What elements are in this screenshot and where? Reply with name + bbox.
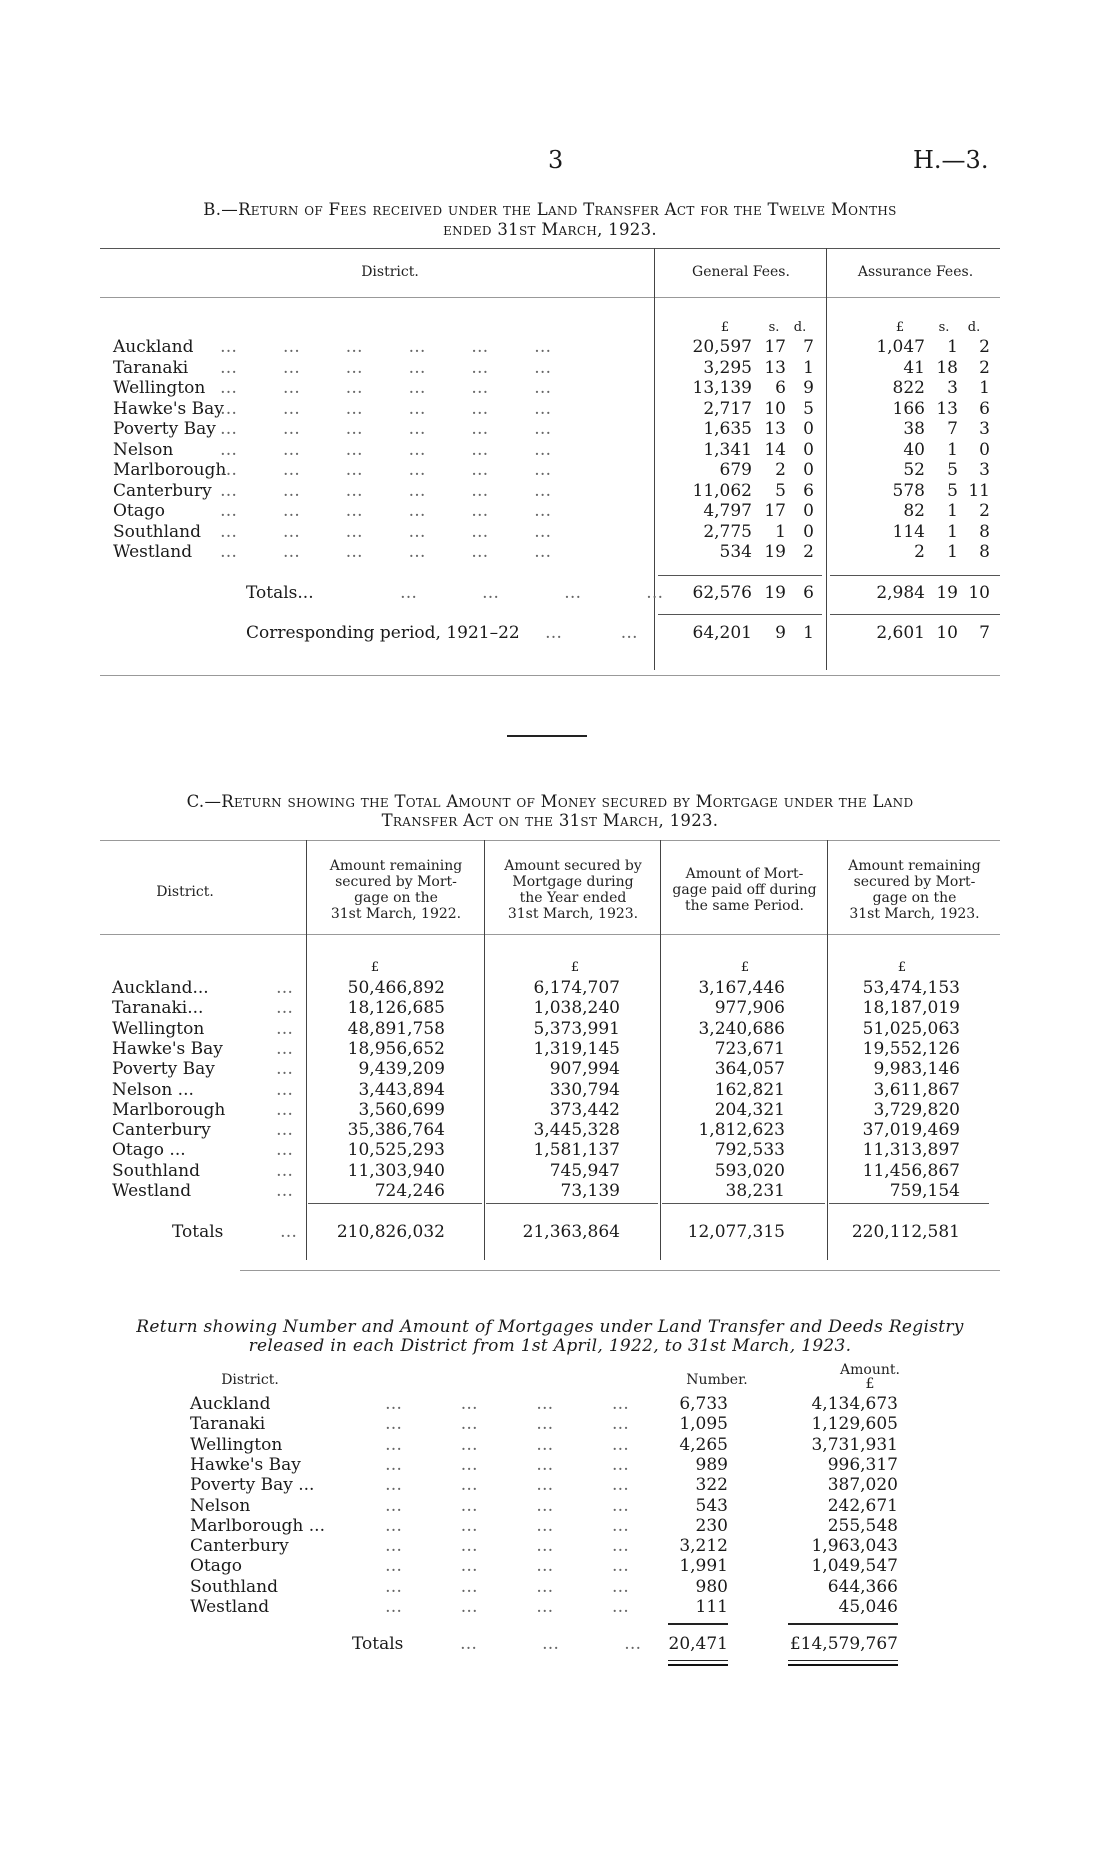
leader-dots: … … bbox=[545, 623, 639, 643]
amount-1923: 37,019,469 bbox=[862, 1120, 960, 1141]
district-name: Nelson ... bbox=[112, 1079, 194, 1100]
unit-shilling: s. bbox=[768, 320, 780, 335]
district-name: Westland bbox=[112, 1181, 192, 1201]
assurance-fees-pounds: 52 bbox=[903, 460, 925, 480]
number-double-rule-top bbox=[668, 1660, 728, 1661]
assurance-fees-pounds: 114 bbox=[892, 521, 925, 542]
assurance-fees-pence: 3 bbox=[979, 460, 990, 480]
section-d-header-district: District. bbox=[221, 1372, 279, 1388]
assurance-fees-shillings: 7 bbox=[947, 419, 958, 439]
district-name: Hawke's Bay bbox=[112, 1038, 223, 1059]
leader-dots: … … … … … … bbox=[220, 439, 553, 460]
amount-total: £14,579,767 bbox=[789, 1634, 898, 1654]
assurance-fees-shillings: 5 bbox=[947, 460, 958, 480]
assurance-totals-rule bbox=[830, 575, 1000, 576]
leader-dots: … bbox=[276, 1018, 294, 1039]
district-name: Canterbury bbox=[190, 1536, 289, 1557]
header-line: gage on the bbox=[872, 890, 957, 906]
general-fees-pounds: 20,597 bbox=[692, 337, 752, 357]
district-name: Hawke's Bay bbox=[113, 398, 224, 419]
general-fees-pounds: 679 bbox=[719, 460, 752, 480]
leader-dots: … … … bbox=[460, 1634, 643, 1654]
section-b-bottom-rule bbox=[100, 675, 1000, 676]
assurance-fees-pounds: 38 bbox=[903, 419, 925, 439]
district-name: Southland bbox=[112, 1160, 201, 1181]
general-fees-pence: 9 bbox=[803, 378, 814, 398]
general-fees-shillings: 13 bbox=[764, 357, 786, 378]
district-name: Wellington bbox=[112, 1018, 205, 1039]
leader-dots: … … … … bbox=[385, 1394, 630, 1414]
amount-paid-off: 204,321 bbox=[714, 1099, 785, 1120]
leader-dots: … bbox=[276, 998, 294, 1019]
document-reference: H.—3. bbox=[913, 146, 989, 174]
amount-secured-year: 73,139 bbox=[560, 1181, 620, 1201]
c3-total: 12,077,315 bbox=[687, 1222, 785, 1242]
district-name: Poverty Bay bbox=[112, 1059, 215, 1080]
assurance-fees-pence: 2 bbox=[979, 501, 990, 521]
unit-pound: £ bbox=[370, 960, 380, 975]
leader-dots: … … … … … … bbox=[220, 398, 553, 419]
general-fees-pounds: 3,295 bbox=[703, 357, 752, 378]
leader-dots: … … … … … … bbox=[220, 501, 553, 521]
assurance-fees-shillings: 5 bbox=[947, 480, 958, 501]
general-fees-shillings: 1 bbox=[775, 521, 786, 542]
leader-dots: … bbox=[276, 1140, 294, 1161]
district-name: Otago bbox=[190, 1556, 243, 1577]
district-name: Marlborough bbox=[112, 1099, 226, 1120]
general-previous-pounds: 64,201 bbox=[692, 623, 752, 643]
mortgage-amount: 644,366 bbox=[827, 1576, 898, 1597]
header-line: Amount secured by bbox=[504, 858, 642, 874]
leader-dots: … … … … bbox=[385, 1475, 630, 1496]
header-line: 31st March, 1922. bbox=[330, 906, 462, 922]
mortgage-amount: 255,548 bbox=[827, 1515, 898, 1536]
assurance-previous-pence: 7 bbox=[979, 623, 990, 643]
general-fees-pence: 0 bbox=[803, 460, 814, 480]
general-fees-pence: 0 bbox=[803, 419, 814, 439]
district-name: Southland bbox=[190, 1576, 279, 1597]
leader-dots: … … … … … … bbox=[220, 378, 553, 398]
section-d-title-line1: Return showing Number and Amount of Mortgages under Land Transfer and Deeds Registry bbox=[136, 1317, 964, 1337]
amount-paid-off: 593,020 bbox=[714, 1160, 785, 1181]
page-number: 3 bbox=[548, 146, 564, 174]
leader-dots: … bbox=[276, 1079, 294, 1100]
header-line: Mortgage during bbox=[512, 874, 634, 890]
section-b-title-line1: B.—Return of Fees received under the Land Transfer Act for the Twelve Months bbox=[203, 200, 897, 219]
general-fees-shillings: 5 bbox=[775, 480, 786, 501]
section-d-header-number: Number. bbox=[686, 1372, 748, 1388]
unit-pound: £ bbox=[895, 320, 905, 335]
general-fees-shillings: 6 bbox=[775, 378, 786, 398]
mortgage-amount: 1,049,547 bbox=[811, 1556, 898, 1577]
amount-paid-off: 977,906 bbox=[714, 998, 785, 1019]
amount-1922: 9,439,209 bbox=[358, 1059, 445, 1080]
leader-dots: … bbox=[276, 978, 294, 998]
general-total-pounds: 62,576 bbox=[692, 583, 752, 603]
unit-pound: £ bbox=[720, 320, 730, 335]
section-b-totals-label: Totals... bbox=[246, 583, 314, 603]
amount-paid-off: 1,812,623 bbox=[698, 1120, 785, 1141]
header-line: the Year ended bbox=[519, 890, 627, 906]
amount-1922: 10,525,293 bbox=[347, 1140, 445, 1161]
district-name: Taranaki bbox=[113, 357, 189, 378]
assurance-fees-pence: 6 bbox=[979, 398, 990, 419]
district-name: Nelson bbox=[113, 439, 174, 460]
general-fees-pence: 7 bbox=[803, 337, 814, 357]
previous-period-label: Corresponding period, 1921–22 bbox=[246, 623, 520, 643]
assurance-fees-shillings: 1 bbox=[947, 542, 958, 562]
amount-double-rule-bottom bbox=[788, 1664, 898, 1666]
amount-secured-year: 3,445,328 bbox=[533, 1120, 620, 1141]
section-b-divider-1 bbox=[654, 248, 655, 670]
amount-secured-year: 745,947 bbox=[549, 1160, 620, 1181]
leader-dots: … … … … bbox=[385, 1536, 630, 1557]
unit-shilling: s. bbox=[938, 320, 950, 335]
general-fees-pounds: 13,139 bbox=[692, 378, 752, 398]
assurance-fees-shillings: 18 bbox=[936, 357, 958, 378]
assurance-fees-pounds: 1,047 bbox=[876, 337, 925, 357]
leader-dots: … … … … bbox=[385, 1495, 630, 1516]
header-line: secured by Mort- bbox=[853, 874, 976, 890]
amount-double-rule-top bbox=[788, 1660, 898, 1661]
general-previous-shillings: 9 bbox=[775, 623, 786, 643]
c4-totals-rule bbox=[829, 1203, 989, 1204]
leader-dots: … … … … … … bbox=[220, 542, 553, 562]
amount-1923: 3,611,867 bbox=[873, 1079, 960, 1100]
assurance-fees-pence: 2 bbox=[979, 357, 990, 378]
general-fees-pounds: 2,775 bbox=[703, 521, 752, 542]
general-fees-pounds: 1,341 bbox=[703, 439, 752, 460]
leader-dots: … … … … bbox=[385, 1597, 630, 1617]
section-b-divider-2 bbox=[826, 248, 827, 670]
header-line: the same Period. bbox=[684, 898, 804, 914]
general-fees-pence: 2 bbox=[803, 542, 814, 562]
amount-totals-rule bbox=[788, 1623, 898, 1625]
mortgage-count: 230 bbox=[695, 1515, 728, 1536]
assurance-fees-shillings: 1 bbox=[947, 337, 958, 357]
general-fees-pence: 0 bbox=[803, 439, 814, 460]
district-name: Wellington bbox=[190, 1434, 283, 1455]
section-c-totals-label: Totals bbox=[172, 1222, 224, 1242]
unit-pence: d. bbox=[967, 320, 981, 335]
leader-dots: … … … … bbox=[400, 583, 665, 603]
amount-1922: 18,956,652 bbox=[347, 1038, 445, 1059]
amount-secured-year: 1,038,240 bbox=[533, 998, 620, 1019]
section-b-header-assurance-fees: Assurance Fees. bbox=[857, 264, 974, 280]
assurance-fees-shillings: 3 bbox=[947, 378, 958, 398]
section-c-divider-2 bbox=[484, 840, 485, 1260]
district-name: Poverty Bay ... bbox=[190, 1475, 315, 1496]
amount-1922: 3,443,894 bbox=[358, 1079, 445, 1100]
district-name: Taranaki... bbox=[112, 998, 204, 1019]
leader-dots: … bbox=[276, 1099, 294, 1120]
leader-dots: … … … … … … bbox=[220, 337, 553, 357]
assurance-fees-pence: 11 bbox=[968, 480, 990, 501]
general-fees-shillings: 10 bbox=[764, 398, 786, 419]
amount-paid-off: 38,231 bbox=[725, 1181, 785, 1201]
amount-1923: 11,456,867 bbox=[862, 1160, 960, 1181]
district-name: Canterbury bbox=[112, 1120, 211, 1141]
general-fees-shillings: 2 bbox=[775, 460, 786, 480]
section-separator bbox=[507, 735, 587, 737]
district-name: Auckland bbox=[113, 337, 194, 357]
assurance-previous-rule bbox=[830, 614, 1000, 615]
mortgage-amount: 4,134,673 bbox=[811, 1394, 898, 1414]
amount-1923: 11,313,897 bbox=[862, 1140, 960, 1161]
leader-dots: … … … … bbox=[385, 1434, 630, 1455]
mortgage-amount: 1,129,605 bbox=[811, 1414, 898, 1435]
district-name: Auckland... bbox=[112, 978, 209, 998]
section-c-top-rule bbox=[100, 840, 1000, 841]
district-name: Nelson bbox=[190, 1495, 251, 1516]
amount-secured-year: 373,442 bbox=[549, 1099, 620, 1120]
unit-pound: £ bbox=[740, 960, 750, 975]
assurance-fees-pence: 2 bbox=[979, 337, 990, 357]
general-fees-pounds: 2,717 bbox=[703, 398, 752, 419]
leader-dots: … bbox=[276, 1160, 294, 1181]
leader-dots: … bbox=[276, 1181, 294, 1201]
assurance-fees-pounds: 2 bbox=[914, 542, 925, 562]
amount-secured-year: 6,174,707 bbox=[533, 978, 620, 998]
leader-dots: … … … … … … bbox=[220, 419, 553, 439]
amount-secured-year: 1,581,137 bbox=[533, 1140, 620, 1161]
assurance-fees-shillings: 1 bbox=[947, 439, 958, 460]
amount-1922: 3,560,699 bbox=[358, 1099, 445, 1120]
unit-pound: £ bbox=[897, 960, 907, 975]
amount-paid-off: 162,821 bbox=[714, 1079, 785, 1100]
assurance-fees-shillings: 1 bbox=[947, 501, 958, 521]
mortgage-count: 322 bbox=[695, 1475, 728, 1496]
general-fees-pence: 6 bbox=[803, 480, 814, 501]
assurance-total-pence: 10 bbox=[968, 583, 990, 603]
district-name: Wellington bbox=[113, 378, 206, 398]
leader-dots: … … … … bbox=[385, 1454, 630, 1475]
mortgage-count: 543 bbox=[695, 1495, 728, 1516]
assurance-fees-pounds: 822 bbox=[892, 378, 925, 398]
mortgage-count: 980 bbox=[695, 1576, 728, 1597]
unit-pound: £ bbox=[570, 960, 580, 975]
assurance-fees-pence: 3 bbox=[979, 419, 990, 439]
district-name: Poverty Bay bbox=[113, 419, 216, 439]
mortgage-count: 3,212 bbox=[679, 1536, 728, 1557]
section-c-header-col2 bbox=[486, 858, 660, 922]
district-name: Taranaki bbox=[190, 1414, 266, 1435]
assurance-previous-shillings: 10 bbox=[936, 623, 958, 643]
assurance-fees-pounds: 41 bbox=[903, 357, 925, 378]
section-d-header-amount: Amount. bbox=[840, 1362, 900, 1378]
section-d-title-line2: released in each District from 1st April, 1922, to 31st March, 1923. bbox=[248, 1336, 852, 1356]
general-fees-shillings: 14 bbox=[764, 439, 786, 460]
amount-secured-year: 1,319,145 bbox=[533, 1038, 620, 1059]
amount-1923: 53,474,153 bbox=[862, 978, 960, 998]
mortgage-count: 1,095 bbox=[679, 1414, 728, 1435]
general-fees-pounds: 1,635 bbox=[703, 419, 752, 439]
leader-dots: … bbox=[280, 1222, 298, 1242]
leader-dots: … … … … bbox=[385, 1515, 630, 1536]
mortgage-amount: 996,317 bbox=[827, 1454, 898, 1475]
mortgage-amount: 1,963,043 bbox=[811, 1536, 898, 1557]
general-previous-pence: 1 bbox=[803, 623, 814, 643]
unit-pound: £ bbox=[865, 1376, 875, 1392]
mortgage-count: 4,265 bbox=[679, 1434, 728, 1455]
district-name: Marlborough bbox=[113, 460, 227, 480]
amount-1922: 50,466,892 bbox=[347, 978, 445, 998]
leader-dots: … … … … … … bbox=[220, 480, 553, 501]
general-fees-pounds: 11,062 bbox=[692, 480, 752, 501]
section-c-divider-4 bbox=[827, 840, 828, 1260]
district-name: Otago ... bbox=[112, 1140, 186, 1161]
mortgage-amount: 387,020 bbox=[827, 1475, 898, 1496]
section-c-header-district: District. bbox=[156, 884, 214, 900]
district-name: Hawke's Bay bbox=[190, 1454, 301, 1475]
general-fees-pence: 5 bbox=[803, 398, 814, 419]
amount-paid-off: 3,167,446 bbox=[698, 978, 785, 998]
number-totals-rule bbox=[668, 1623, 728, 1625]
mortgage-count: 1,991 bbox=[679, 1556, 728, 1577]
header-line: Amount remaining bbox=[848, 858, 981, 874]
amount-paid-off: 3,240,686 bbox=[698, 1018, 785, 1039]
district-name: Marlborough ... bbox=[190, 1515, 325, 1536]
general-total-pence: 6 bbox=[803, 583, 814, 603]
leader-dots: … bbox=[276, 1038, 294, 1059]
general-fees-pence: 0 bbox=[803, 521, 814, 542]
header-line: gage paid off during bbox=[672, 882, 817, 898]
district-name: Otago bbox=[113, 501, 166, 521]
header-line: gage on the bbox=[354, 890, 438, 906]
section-c-header-col1 bbox=[308, 858, 484, 922]
c1-totals-rule bbox=[308, 1203, 482, 1204]
general-totals-rule bbox=[658, 575, 822, 576]
section-c-header-col3 bbox=[662, 866, 827, 914]
c3-totals-rule bbox=[662, 1203, 825, 1204]
mortgage-count: 6,733 bbox=[679, 1394, 728, 1414]
amount-1923: 18,187,019 bbox=[862, 998, 960, 1019]
general-previous-rule bbox=[658, 614, 822, 615]
leader-dots: … … … … … … bbox=[220, 357, 553, 378]
leader-dots: … bbox=[276, 1059, 294, 1080]
section-d-totals-label: Totals bbox=[352, 1634, 404, 1654]
general-fees-pounds: 4,797 bbox=[703, 501, 752, 521]
general-fees-shillings: 19 bbox=[764, 542, 786, 562]
assurance-fees-pence: 1 bbox=[979, 378, 990, 398]
section-b-header-general-fees: General Fees. bbox=[692, 264, 790, 280]
amount-paid-off: 792,533 bbox=[714, 1140, 785, 1161]
section-b-top-rule bbox=[100, 248, 1000, 249]
leader-dots: … bbox=[276, 1120, 294, 1141]
general-fees-shillings: 17 bbox=[764, 501, 786, 521]
amount-1922: 35,386,764 bbox=[347, 1120, 445, 1141]
amount-1923: 51,025,063 bbox=[862, 1018, 960, 1039]
amount-secured-year: 5,373,991 bbox=[533, 1018, 620, 1039]
section-c-divider-3 bbox=[660, 840, 661, 1260]
assurance-fees-pounds: 82 bbox=[903, 501, 925, 521]
amount-1922: 724,246 bbox=[374, 1181, 445, 1201]
section-c-bottom-rule bbox=[240, 1270, 1000, 1271]
assurance-fees-pence: 8 bbox=[979, 521, 990, 542]
amount-1922: 11,303,940 bbox=[347, 1160, 445, 1181]
mortgage-count: 111 bbox=[695, 1597, 728, 1617]
leader-dots: … … … … … … bbox=[220, 460, 553, 480]
district-name: Westland bbox=[190, 1597, 270, 1617]
c1-total: 210,826,032 bbox=[336, 1222, 445, 1242]
number-total: 20,471 bbox=[668, 1634, 728, 1654]
header-line: Amount of Mort- bbox=[685, 866, 804, 882]
section-b-title-line2: ended 31st March, 1923. bbox=[443, 220, 657, 239]
section-c-header-rule bbox=[100, 934, 1000, 935]
mortgage-amount: 45,046 bbox=[838, 1597, 898, 1617]
section-c-divider-1 bbox=[306, 840, 307, 1260]
assurance-fees-shillings: 1 bbox=[947, 521, 958, 542]
amount-paid-off: 723,671 bbox=[714, 1038, 785, 1059]
section-c-header-col4 bbox=[829, 858, 1000, 922]
general-fees-pence: 1 bbox=[803, 357, 814, 378]
assurance-fees-pounds: 166 bbox=[892, 398, 925, 419]
mortgage-amount: 3,731,931 bbox=[811, 1434, 898, 1455]
district-name: Westland bbox=[113, 542, 193, 562]
mortgage-count: 989 bbox=[695, 1454, 728, 1475]
district-name: Southland bbox=[113, 521, 202, 542]
assurance-fees-pence: 0 bbox=[979, 439, 990, 460]
amount-1922: 18,126,685 bbox=[347, 998, 445, 1019]
district-name: Auckland bbox=[190, 1394, 271, 1414]
header-line: secured by Mort- bbox=[335, 874, 457, 890]
section-c-title-line2: Transfer Act on the 31st March, 1923. bbox=[381, 811, 719, 830]
header-line: 31st March, 1923. bbox=[507, 906, 639, 922]
c2-totals-rule bbox=[486, 1203, 658, 1204]
amount-paid-off: 364,057 bbox=[714, 1059, 785, 1080]
leader-dots: … … … … bbox=[385, 1414, 630, 1435]
section-c-title-line1: C.—Return showing the Total Amount of Money secured by Mortgage under the Land bbox=[186, 792, 914, 811]
district-name: Canterbury bbox=[113, 480, 212, 501]
leader-dots: … … … … bbox=[385, 1576, 630, 1597]
header-line: Amount remaining bbox=[329, 858, 463, 874]
amount-1923: 9,983,146 bbox=[873, 1059, 960, 1080]
amount-secured-year: 907,994 bbox=[549, 1059, 620, 1080]
unit-pence: d. bbox=[793, 320, 807, 335]
c4-total: 220,112,581 bbox=[851, 1222, 960, 1242]
assurance-fees-pence: 8 bbox=[979, 542, 990, 562]
number-double-rule-bottom bbox=[668, 1664, 728, 1666]
c2-total: 21,363,864 bbox=[522, 1222, 620, 1242]
assurance-previous-pounds: 2,601 bbox=[876, 623, 925, 643]
general-fees-pence: 0 bbox=[803, 501, 814, 521]
amount-1923: 759,154 bbox=[889, 1181, 960, 1201]
general-fees-shillings: 13 bbox=[764, 419, 786, 439]
mortgage-amount: 242,671 bbox=[827, 1495, 898, 1516]
assurance-fees-shillings: 13 bbox=[936, 398, 958, 419]
general-fees-shillings: 17 bbox=[764, 337, 786, 357]
assurance-total-shillings: 19 bbox=[936, 583, 958, 603]
amount-1922: 48,891,758 bbox=[347, 1018, 445, 1039]
general-total-shillings: 19 bbox=[764, 583, 786, 603]
amount-secured-year: 330,794 bbox=[549, 1079, 620, 1100]
header-line: 31st March, 1923. bbox=[849, 906, 980, 922]
section-b-header-district: District. bbox=[361, 264, 419, 280]
assurance-fees-pounds: 40 bbox=[903, 439, 925, 460]
assurance-total-pounds: 2,984 bbox=[876, 583, 925, 603]
general-fees-pounds: 534 bbox=[719, 542, 752, 562]
assurance-fees-pounds: 578 bbox=[892, 480, 925, 501]
leader-dots: … … … … bbox=[385, 1556, 630, 1577]
leader-dots: … … … … … … bbox=[220, 521, 553, 542]
section-b-header-rule bbox=[100, 297, 1000, 298]
amount-1923: 19,552,126 bbox=[862, 1038, 960, 1059]
amount-1923: 3,729,820 bbox=[873, 1099, 960, 1120]
